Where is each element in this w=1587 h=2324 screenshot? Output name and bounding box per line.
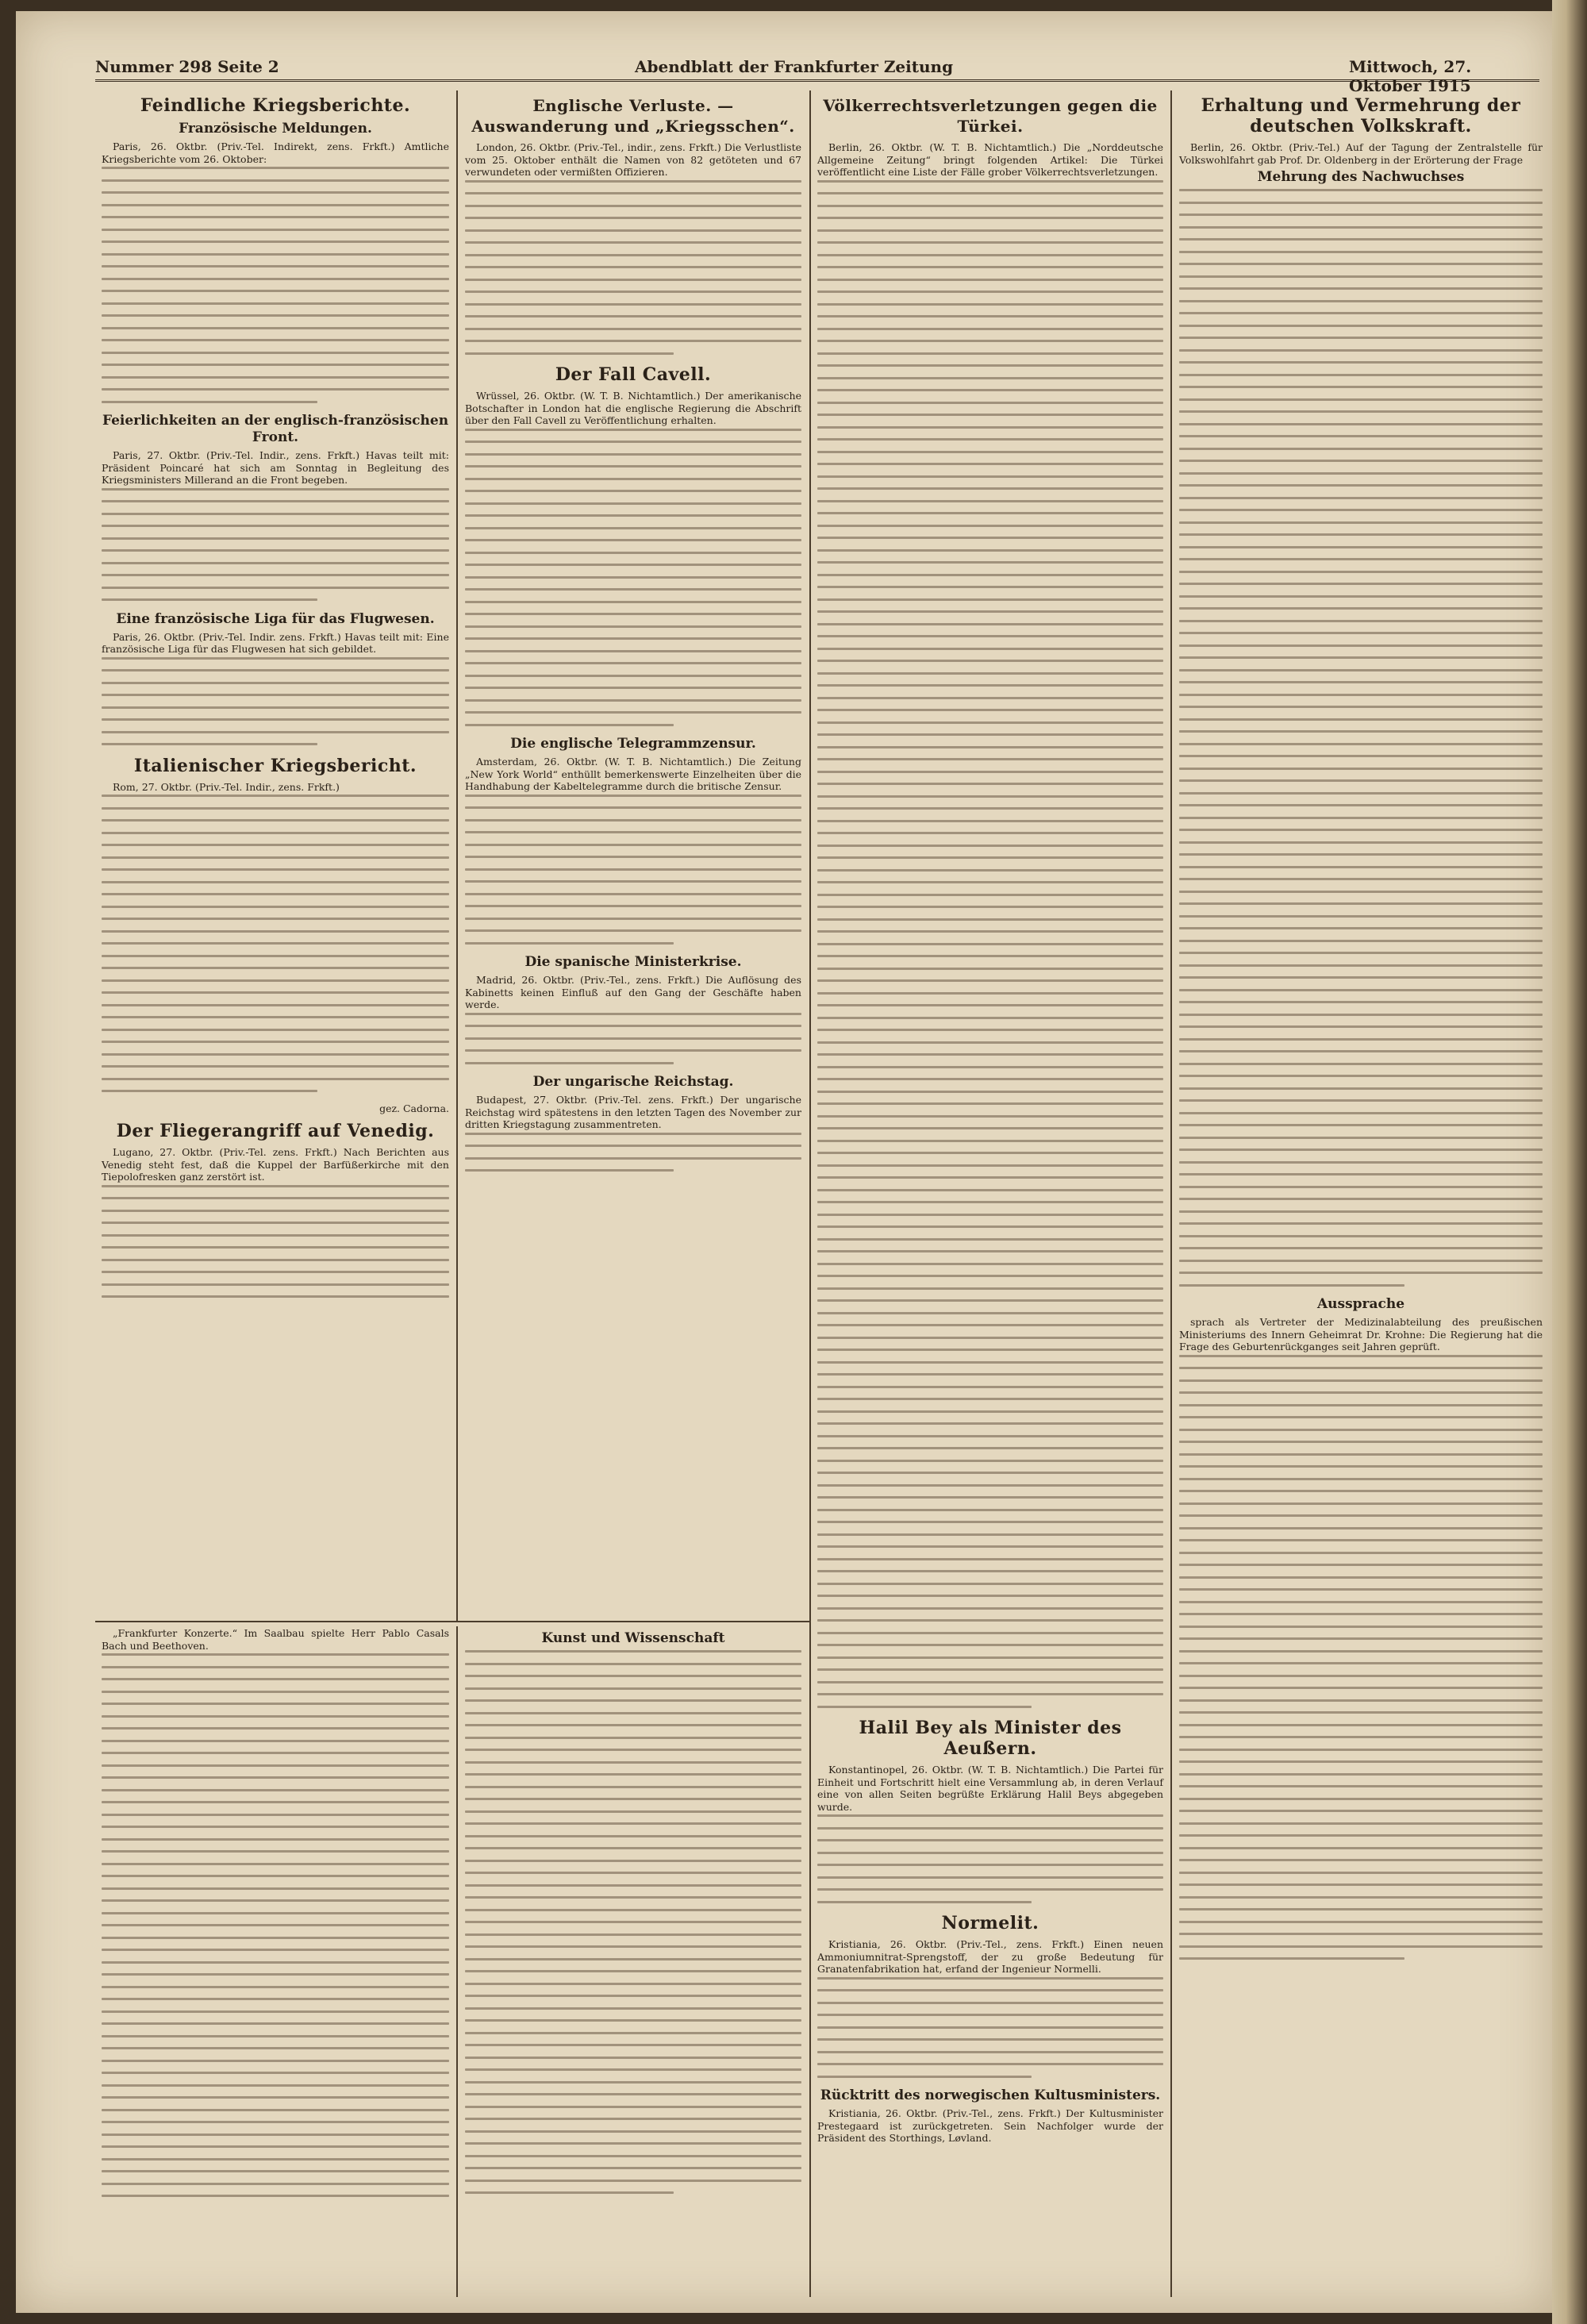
- article-lead: Berlin, 26. Oktbr. (W. T. B. Nichtamtlich.) Die „Norddeutsche Allgemeine Zeitung“ bringt folgenden Artikel: Die Türkei veröffentlicht eine Liste der Fälle grober Völkerrechtsverletzungen.: [817, 141, 1163, 178]
- feuilleton-left: [98, 1627, 452, 2294]
- article-lead: Madrid, 26. Oktbr. (Priv.-Tel., zens. Frkft.) Die Auflösung des Kabinetts keinen Einfluß auf den Gang der Geschäfte haben werde.: [465, 974, 801, 1010]
- newspaper-name: Abendblatt der Frankfurter Zeitung: [635, 57, 954, 76]
- article-lead: sprach als Vertreter der Medizinalabteilung des preußischen Ministeriums des Innern Geheimrat Dr. Krohne: Die Regierung hat die Frage des Geburtenrückganges seit Jahren geprüft.: [1179, 1316, 1543, 1352]
- column-4: [1176, 89, 1546, 2295]
- article-headline: Die englische Telegrammzensur.: [510, 736, 756, 752]
- text-block: [817, 1977, 1163, 2078]
- feuilleton-right: [462, 1627, 805, 2294]
- article-lead: Amsterdam, 26. Oktbr. (W. T. B. Nichtamtlich.) Die Zeitung „New York World“ enthüllt bemerkenswerte Einzelheiten über die Handhabung der Kabeltelegramme durch die britische Zensur.: [465, 756, 801, 792]
- article-headline: Die spanische Ministerkrise.: [525, 954, 742, 970]
- issue-date: Mittwoch, 27. Oktober 1915: [1349, 57, 1472, 95]
- newspaper-page: [16, 11, 1552, 2313]
- text-block: [102, 795, 449, 1092]
- article-lead: Lugano, 27. Oktbr. (Priv.-Tel. zens. Frkft.) Nach Berichten aus Venedig steht fest, daß die Kuppel der Barfüßerkirche mit den Tiepolofresken ganz zerstört ist.: [102, 1146, 449, 1183]
- article-lead: Wrüssel, 26. Oktbr. (W. T. B. Nichtamtlich.) Der amerikanische Botschafter in London hat die englische Regierung die Abschrift über den Fall Cavell zu Veröffentlichung erhalten.: [465, 390, 801, 426]
- text-block: [102, 657, 449, 746]
- text-block: [465, 429, 801, 726]
- text-block: [465, 1013, 801, 1064]
- text-block: [102, 1185, 449, 1299]
- article-lead: Paris, 27. Oktbr. (Priv.-Tel. Indir., zens. Frkft.) Havas teilt mit: Präsident Poincaré hat sich am Sonntag in Begleitung des Kriegsministers Millerand an die Front begeben.: [102, 449, 449, 486]
- column-2: [462, 89, 805, 1617]
- article-lead: Kristiania, 26. Oktbr. (Priv.-Tel., zens. Frkft.) Der Kultusminister Prestegaard ist zurückgetreten. Sein Nachfolger wurde der Präsident des Storthings, Løvland.: [817, 2107, 1163, 2144]
- article-subhead: Aussprache: [1316, 1296, 1405, 1312]
- article-lead: Budapest, 27. Oktbr. (Priv.-Tel. zens. Frkft.) Der ungarische Reichstag wird spätestens in den letzten Tagen des November zur dritten Kriegstagung zusammentreten.: [465, 1094, 801, 1130]
- text-block: [465, 1650, 801, 2194]
- article-lead: Paris, 26. Oktbr. (Priv.-Tel. Indir. zens. Frkft.) Havas teilt mit: Eine französische Liga für das Flugwesen hat sich gebildet.: [102, 630, 449, 655]
- column-rule: [456, 1626, 458, 2297]
- text-block: [465, 180, 801, 355]
- article-headline: Halil Bey als Minister des Aeußern.: [859, 1718, 1122, 1759]
- column-1: [98, 89, 452, 1617]
- column-3: [814, 89, 1166, 2295]
- article-subhead: Mehrung des Nachwuchses: [1257, 169, 1465, 185]
- article-headline: Der ungarische Reichstag.: [532, 1074, 734, 1090]
- column-rule: [809, 90, 811, 2297]
- article-headline: Feindliche Kriegsberichte.: [140, 95, 411, 116]
- article-headline: Der Fliegerangriff auf Venedig.: [116, 1121, 435, 1141]
- article-lead: Paris, 26. Oktbr. (Priv.-Tel. Indirekt, zens. Frkft.) Amtliche Kriegsberichte vom 26. Oktober:: [102, 140, 449, 165]
- page-edge: [1552, 0, 1587, 2324]
- article-lead: Rom, 27. Oktbr. (Priv.-Tel. Indir., zens. Frkft.): [113, 780, 340, 793]
- article-headline: Völkerrechtsverletzungen gegen die Türkei.: [823, 96, 1158, 136]
- page-number: Nummer 298 Seite 2: [95, 57, 279, 76]
- text-block: [102, 1653, 449, 2197]
- article-lead: Berlin, 26. Oktbr. (Priv.-Tel.) Auf der Tagung der Zentralstelle für Volkswohlfahrt gab Prof. Dr. Oldenberg in der Erörterung der Frage: [1179, 141, 1543, 166]
- text-block: [102, 167, 449, 403]
- column-rule: [1170, 90, 1172, 2297]
- column-rule: [456, 90, 458, 1622]
- signature: gez. Cadorna.: [379, 1102, 449, 1114]
- article-headline: Normelit.: [941, 1913, 1039, 1933]
- article-lead: Kristiania, 26. Oktbr. (Priv.-Tel., zens. Frkft.) Einen neuen Ammoniumnitrat-Sprengstoff, der zu große Bedeutung für Granatenfabrikation hat, erfand der Ingenieur Normelli.: [817, 1938, 1163, 1975]
- article-headline: Englische Verluste. — Auswanderung und „Kriegsschen“.: [471, 96, 795, 136]
- article-headline: Feierlichkeiten an der englisch-französischen Front.: [102, 413, 449, 445]
- text-block: [1179, 1355, 1543, 1960]
- article-lead: Konstantinopel, 26. Oktbr. (W. T. B. Nichtamtlich.) Die Partei für Einheit und Fortschritt hielt eine Versammlung ab, in deren Verlauf eine von allen Seiten begrüßte Erklärung Halil Beys abgegeben wurde.: [817, 1764, 1163, 1813]
- text-block: [817, 1814, 1163, 1903]
- article-headline: Erhaltung und Vermehrung der deutschen Volkskraft.: [1201, 95, 1521, 137]
- article-headline: Eine französische Liga für das Flugwesen.: [116, 610, 435, 627]
- article-headline: Italienischer Kriegsbericht.: [133, 755, 417, 776]
- text-block: [465, 1133, 801, 1172]
- masthead: [95, 52, 1539, 95]
- section-divider: [95, 1621, 809, 1622]
- article-subhead: Französische Meldungen.: [179, 121, 372, 137]
- article-headline: Rücktritt des norwegischen Kultusministers.: [820, 2087, 1161, 2103]
- feuilleton-item: „Frankfurter Konzerte.“ Im Saalbau spielte Herr Pablo Casals Bach und Beethoven.: [102, 1627, 449, 1652]
- text-block: [817, 180, 1163, 1708]
- article-headline: Der Fall Cavell.: [555, 364, 712, 385]
- feuilleton-heading: Kunst und Wissenschaft: [541, 1630, 725, 1646]
- article-lead: London, 26. Oktbr. (Priv.-Tel., indir., zens. Frkft.) Die Verlustliste vom 25. Oktober enthält die Namen von 82 getöteten und 67 verwundeten oder vermißten Offizieren.: [465, 141, 801, 178]
- text-block: [465, 795, 801, 945]
- text-block: [102, 488, 449, 602]
- text-block: [1179, 189, 1543, 1287]
